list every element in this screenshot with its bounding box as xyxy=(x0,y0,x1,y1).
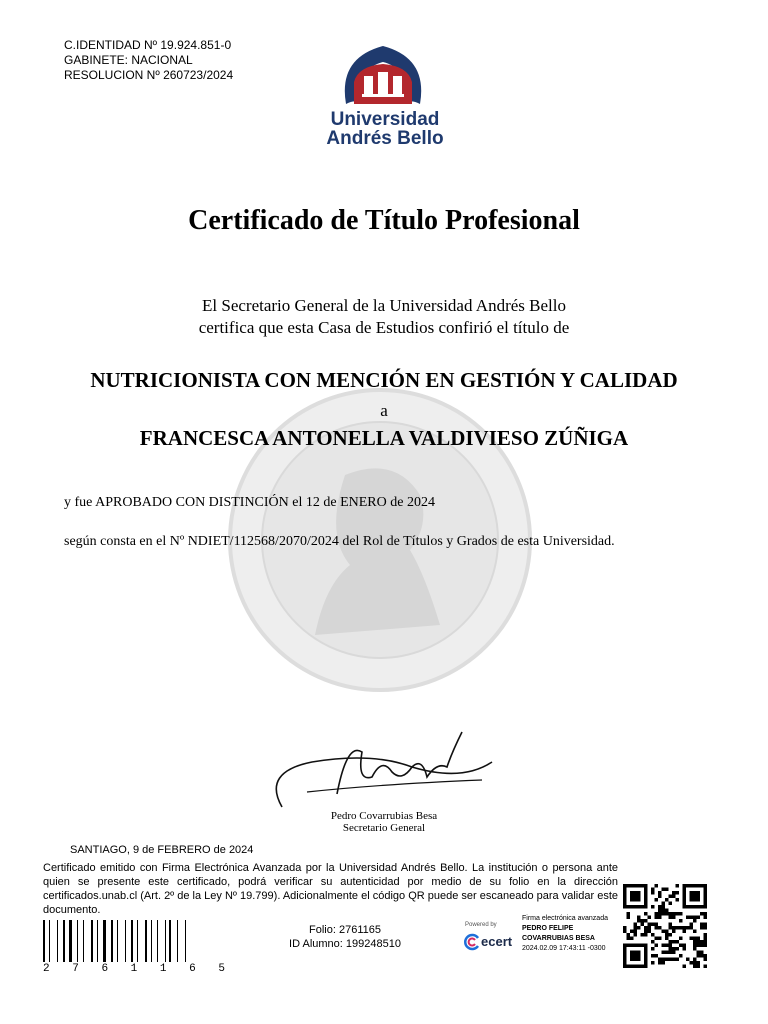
barcode-bar xyxy=(77,920,78,962)
qr-module xyxy=(669,944,673,948)
qr-module xyxy=(648,926,652,930)
qr-finder xyxy=(630,951,641,962)
fea-label: Firma electrónica avanzada xyxy=(522,915,608,922)
qr-module xyxy=(693,947,697,951)
qr-module xyxy=(704,944,708,948)
logo-line-1: Universidad xyxy=(330,109,440,130)
barcode-bar xyxy=(165,920,166,962)
qr-module xyxy=(672,926,676,930)
qr-module xyxy=(669,933,673,937)
qr-module xyxy=(651,940,655,944)
qr-module xyxy=(662,961,666,965)
qr-module xyxy=(693,919,697,923)
qr-module xyxy=(683,930,687,934)
qr-module xyxy=(662,902,666,906)
qr-module xyxy=(630,930,634,934)
qr-module xyxy=(651,954,655,958)
qr-module xyxy=(672,958,676,962)
qr-module xyxy=(686,958,690,962)
barcode-digit: 1 xyxy=(159,963,167,975)
university-logo-text xyxy=(300,110,470,148)
fea-signer-1: PEDRO FELIPE xyxy=(522,925,574,932)
qr-module xyxy=(662,951,666,955)
qr-module xyxy=(697,951,701,955)
signer-block xyxy=(300,810,468,834)
qr-module xyxy=(669,895,673,899)
qr-module xyxy=(679,912,683,916)
qr-module xyxy=(690,923,694,927)
barcode xyxy=(43,920,225,962)
qr-module xyxy=(704,954,708,958)
barcode-bar xyxy=(177,920,178,962)
qr-module xyxy=(651,905,655,909)
qr-module xyxy=(658,926,662,930)
qr-module xyxy=(651,961,655,965)
qr-module xyxy=(662,905,666,909)
qr-module xyxy=(676,891,680,895)
qr-module xyxy=(700,926,704,930)
barcode-bar xyxy=(117,920,118,962)
legal-notice: Certificado emitido con Firma Electrónica Avanzada por la Universidad Andrés Bello. La institución o persona ante quien se presente este certificado, podrá verificar su autenticidad por medio de su folio en la dirección certificados.unab.cl (Art. 2º de la Ley Nº 19.799). Adicionalmente el código QR puede ser escaneado para validar este documento. xyxy=(43,862,618,916)
qr-module xyxy=(693,958,697,962)
qr-module xyxy=(700,954,704,958)
qr-module xyxy=(704,916,708,920)
qr-module xyxy=(637,919,641,923)
qr-module xyxy=(669,940,673,944)
identity-block xyxy=(64,38,233,83)
qr-module xyxy=(665,930,669,934)
qr-module xyxy=(641,933,645,937)
barcode-digit: 1 xyxy=(130,963,138,975)
qr-module xyxy=(697,937,701,941)
barcode-digit: 5 xyxy=(218,963,225,975)
qr-module xyxy=(658,958,662,962)
qr-module xyxy=(665,937,669,941)
qr-module xyxy=(648,916,652,920)
signer-name: Pedro Covarrubias Besa xyxy=(330,810,438,822)
qr-code[interactable] xyxy=(623,884,709,974)
qr-module xyxy=(662,912,666,916)
qr-module xyxy=(623,930,627,934)
barcode-bar xyxy=(57,920,58,962)
qr-module xyxy=(679,944,683,948)
qr-module xyxy=(669,951,673,955)
qr-module xyxy=(655,898,659,902)
qr-module xyxy=(658,895,662,899)
barcode-digit: 2 xyxy=(43,963,50,975)
qr-module xyxy=(669,926,673,930)
ecert-logo-icon xyxy=(463,933,481,951)
qr-module xyxy=(655,926,659,930)
qr-module xyxy=(672,895,676,899)
qr-module xyxy=(655,884,659,888)
id-number: C.IDENTIDAD Nº 19.924.851-0 xyxy=(64,38,232,52)
handwritten-signature xyxy=(262,722,502,817)
qr-module xyxy=(676,898,680,902)
qr-module xyxy=(700,923,704,927)
barcode-bar xyxy=(83,920,84,962)
barcode-bar xyxy=(97,920,98,962)
qr-module xyxy=(665,888,669,892)
qr-module xyxy=(693,965,697,969)
qr-module xyxy=(669,912,673,916)
qr-module xyxy=(644,926,648,930)
qr-module xyxy=(627,916,631,920)
barcode-digit: 6 xyxy=(189,963,196,975)
barcode-bar xyxy=(145,920,147,962)
barcode-bar xyxy=(103,920,106,962)
qr-module xyxy=(704,940,708,944)
qr-module xyxy=(704,937,708,941)
qr-module xyxy=(634,926,638,930)
qr-module xyxy=(697,944,701,948)
qr-module xyxy=(627,912,631,916)
barcode-bar xyxy=(111,920,113,962)
barcode-bar xyxy=(169,920,171,962)
qr-module xyxy=(683,926,687,930)
qr-module xyxy=(651,923,655,927)
qr-module xyxy=(662,930,666,934)
qr-module xyxy=(697,940,701,944)
qr-module xyxy=(672,891,676,895)
qr-module xyxy=(704,958,708,962)
folio-block xyxy=(280,923,410,951)
qr-module xyxy=(665,933,669,937)
intro-line-1: El Secretario General de la Universidad Andrés Bello xyxy=(202,296,566,315)
record-statement: según consta en el Nº NDIET/112568/2070/2024 del Rol de Títulos y Grados de esta Universidad. xyxy=(64,534,615,549)
recipient-name: FRANCESCA ANTONELLA VALDIVIESO ZÚÑIGA xyxy=(139,426,629,450)
qr-module xyxy=(693,930,697,934)
qr-module xyxy=(658,916,662,920)
qr-module xyxy=(679,926,683,930)
qr-module xyxy=(627,933,631,937)
qr-module xyxy=(693,961,697,965)
qr-module xyxy=(686,926,690,930)
qr-module xyxy=(704,933,708,937)
qr-module xyxy=(700,951,704,955)
qr-module xyxy=(665,951,669,955)
qr-module xyxy=(658,937,662,941)
qr-module xyxy=(665,944,669,948)
qr-module xyxy=(641,923,645,927)
qr-module xyxy=(655,954,659,958)
fea-timestamp: 2024.02.09 17:43:11 -0300 xyxy=(522,945,606,952)
qr-module xyxy=(672,912,676,916)
qr-module xyxy=(669,923,673,927)
qr-module xyxy=(700,940,704,944)
qr-module xyxy=(658,912,662,916)
qr-module xyxy=(651,933,655,937)
qr-module xyxy=(683,947,687,951)
qr-module xyxy=(665,909,669,913)
qr-module xyxy=(634,933,638,937)
qr-module xyxy=(644,930,648,934)
barcode-bar xyxy=(43,920,45,962)
barcode-bar xyxy=(137,920,138,962)
qr-module xyxy=(662,888,666,892)
electronic-signature-block xyxy=(522,914,608,954)
qr-module xyxy=(644,919,648,923)
qr-module xyxy=(651,888,655,892)
intro-line-2: certifica que esta Casa de Estudios confirió el título de xyxy=(198,318,570,337)
barcode-digit: 7 xyxy=(72,963,79,975)
certificate-intro xyxy=(0,295,768,339)
qr-module xyxy=(623,926,627,930)
qr-module xyxy=(676,958,680,962)
qr-module xyxy=(690,961,694,965)
qr-module xyxy=(637,926,641,930)
barcode-bar xyxy=(69,920,72,962)
barcode-bar xyxy=(131,920,133,962)
qr-module xyxy=(676,912,680,916)
ecert-name: ecert xyxy=(481,934,513,949)
qr-module xyxy=(644,912,648,916)
qr-module xyxy=(700,944,704,948)
qr-module xyxy=(700,912,704,916)
qr-module xyxy=(651,891,655,895)
resolution-number: RESOLUCION Nº 260723/2024 xyxy=(64,68,234,82)
qr-module xyxy=(634,923,638,927)
degree-name: NUTRICIONISTA CON MENCIÓN EN GESTIÓN Y CALIDAD xyxy=(90,368,678,392)
qr-finder xyxy=(690,891,701,902)
barcode-bar xyxy=(151,920,152,962)
qr-module xyxy=(634,930,638,934)
qr-module xyxy=(683,944,687,948)
qr-module xyxy=(672,947,676,951)
qr-module xyxy=(651,947,655,951)
certificate-title: Certificado de Título Profesional xyxy=(188,205,580,236)
qr-module xyxy=(669,902,673,906)
qr-module xyxy=(669,947,673,951)
barcode-bar xyxy=(49,920,50,962)
ecert-powered-by: Powered by xyxy=(465,922,497,928)
qr-module xyxy=(686,916,690,920)
qr-module xyxy=(676,940,680,944)
qr-module xyxy=(693,944,697,948)
barcode-bar xyxy=(157,920,158,962)
qr-module xyxy=(690,916,694,920)
qr-module xyxy=(683,965,687,969)
qr-module xyxy=(637,916,641,920)
approval-statement: y fue APROBADO CON DISTINCIÓN el 12 de ENERO de 2024 xyxy=(64,495,435,510)
qr-module xyxy=(672,951,676,955)
qr-module xyxy=(679,954,683,958)
place-date: SANTIAGO, 9 de FEBRERO de 2024 xyxy=(70,844,254,856)
qr-module xyxy=(655,944,659,948)
qr-module xyxy=(655,923,659,927)
qr-module xyxy=(662,958,666,962)
barcode-bar xyxy=(63,920,65,962)
qr-module xyxy=(704,926,708,930)
qr-module xyxy=(662,944,666,948)
qr-module xyxy=(693,937,697,941)
qr-module xyxy=(704,912,708,916)
qr-module xyxy=(655,912,659,916)
barcode-bar xyxy=(91,920,93,962)
qr-module xyxy=(655,937,659,941)
qr-module xyxy=(679,937,683,941)
qr-module xyxy=(630,937,634,941)
qr-module xyxy=(669,958,673,962)
connector-text: a xyxy=(380,401,388,420)
qr-module xyxy=(697,961,701,965)
qr-module xyxy=(658,891,662,895)
qr-module xyxy=(676,947,680,951)
qr-module xyxy=(672,916,676,920)
qr-module xyxy=(697,965,701,969)
qr-module xyxy=(627,937,631,941)
qr-module xyxy=(693,916,697,920)
qr-module xyxy=(665,912,669,916)
qr-module xyxy=(672,940,676,944)
qr-module xyxy=(676,884,680,888)
qr-module xyxy=(658,961,662,965)
qr-module xyxy=(693,940,697,944)
qr-module xyxy=(665,898,669,902)
qr-module xyxy=(679,919,683,923)
qr-finder xyxy=(630,891,641,902)
qr-module xyxy=(672,930,676,934)
qr-module xyxy=(676,926,680,930)
barcode-digits xyxy=(43,963,225,975)
qr-module xyxy=(697,954,701,958)
barcode-digit: 6 xyxy=(101,963,109,975)
qr-module xyxy=(658,909,662,913)
barcode-bar xyxy=(185,920,186,962)
qr-module xyxy=(690,937,694,941)
signer-role: Secretario General xyxy=(342,822,426,834)
qr-module xyxy=(697,916,701,920)
student-id: ID Alumno: 199248510 xyxy=(289,938,401,950)
qr-module xyxy=(704,923,708,927)
qr-module xyxy=(662,909,666,913)
qr-module xyxy=(641,919,645,923)
qr-module xyxy=(704,965,708,969)
qr-module xyxy=(669,916,673,920)
qr-module xyxy=(690,926,694,930)
barcode-bar xyxy=(125,920,126,962)
qr-module xyxy=(658,905,662,909)
cabinet: GABINETE: NACIONAL xyxy=(64,53,193,67)
qr-module xyxy=(665,958,669,962)
logo-line-2: Andrés Bello xyxy=(326,128,444,149)
qr-module xyxy=(648,930,652,934)
qr-module xyxy=(644,933,648,937)
folio-number: Folio: 2761165 xyxy=(309,924,381,936)
qr-module xyxy=(655,916,659,920)
fea-signer-2: COVARRUBIAS BESA xyxy=(522,935,595,942)
qr-module xyxy=(648,923,652,927)
